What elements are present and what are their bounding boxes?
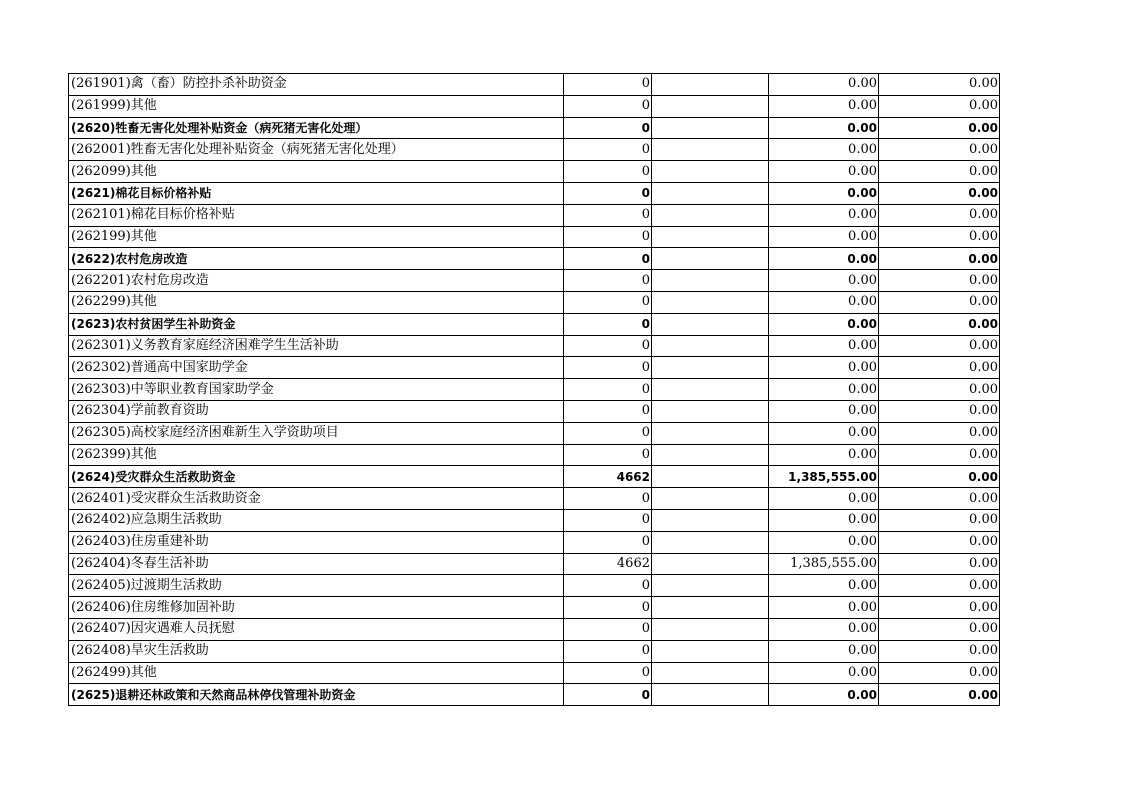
table-row[interactable] <box>69 248 1000 270</box>
item-name-cell[interactable]: (262406)住房维修加固补助 <box>69 597 564 619</box>
other-amount-cell[interactable]: 0.00 <box>879 161 1000 183</box>
count-cell[interactable]: 0 <box>564 444 652 466</box>
item-name-cell[interactable]: (261901)禽（畜）防控扑杀补助资金 <box>69 74 564 96</box>
amount-cell[interactable]: 0.00 <box>769 95 879 117</box>
other-amount-cell[interactable]: 0.00 <box>879 597 1000 619</box>
item-name-cell[interactable]: (261999)其他 <box>69 95 564 117</box>
amount-cell[interactable]: 0.00 <box>769 226 879 248</box>
amount-cell[interactable]: 0.00 <box>769 74 879 96</box>
table-row[interactable] <box>69 597 1000 619</box>
table-row[interactable] <box>69 400 1000 422</box>
other-amount-cell[interactable]: 0.00 <box>879 74 1000 96</box>
other-amount-cell[interactable]: 0.00 <box>879 444 1000 466</box>
amount-cell[interactable]: 0.00 <box>769 488 879 510</box>
amount-cell[interactable]: 0.00 <box>769 662 879 684</box>
item-name-cell[interactable]: (262201)农村危房改造 <box>69 270 564 292</box>
subsidy-table <box>68 73 1000 706</box>
count-cell[interactable]: 0 <box>564 291 652 313</box>
amount-cell[interactable]: 0.00 <box>769 575 879 597</box>
count-cell[interactable]: 0 <box>564 357 652 379</box>
empty-cell[interactable] <box>652 204 769 226</box>
other-amount-cell[interactable]: 0.00 <box>879 204 1000 226</box>
count-cell[interactable]: 0 <box>564 400 652 422</box>
count-cell[interactable]: 0 <box>564 74 652 96</box>
amount-cell[interactable]: 0.00 <box>769 400 879 422</box>
empty-cell[interactable] <box>652 182 769 204</box>
amount-cell[interactable]: 1,385,555.00 <box>769 553 879 575</box>
count-cell[interactable]: 0 <box>564 662 652 684</box>
empty-cell[interactable] <box>652 161 769 183</box>
amount-cell[interactable]: 0.00 <box>769 444 879 466</box>
empty-cell[interactable] <box>652 531 769 553</box>
other-amount-cell[interactable]: 0.00 <box>879 270 1000 292</box>
table-body <box>69 74 1000 706</box>
table-row[interactable] <box>69 509 1000 531</box>
empty-cell[interactable] <box>652 139 769 161</box>
count-cell[interactable]: 0 <box>564 509 652 531</box>
count-cell[interactable]: 0 <box>564 618 652 640</box>
count-cell[interactable]: 0 <box>564 531 652 553</box>
table-row[interactable] <box>69 161 1000 183</box>
count-cell[interactable]: 0 <box>564 117 652 139</box>
table-row[interactable] <box>69 422 1000 444</box>
empty-cell[interactable] <box>652 553 769 575</box>
table-row[interactable] <box>69 553 1000 575</box>
item-name-cell[interactable]: (2623)农村贫困学生补助资金 <box>69 313 564 335</box>
empty-cell[interactable] <box>652 400 769 422</box>
count-cell[interactable]: 0 <box>564 161 652 183</box>
table-row[interactable] <box>69 466 1000 488</box>
amount-cell[interactable]: 0.00 <box>769 161 879 183</box>
empty-cell[interactable] <box>652 597 769 619</box>
amount-cell[interactable]: 0.00 <box>769 618 879 640</box>
empty-cell[interactable] <box>652 270 769 292</box>
table-row[interactable] <box>69 488 1000 510</box>
item-name-cell[interactable]: (262099)其他 <box>69 161 564 183</box>
other-amount-cell[interactable]: 0.00 <box>879 117 1000 139</box>
count-cell[interactable]: 0 <box>564 684 652 706</box>
count-cell[interactable]: 0 <box>564 313 652 335</box>
amount-cell[interactable]: 0.00 <box>769 182 879 204</box>
empty-cell[interactable] <box>652 422 769 444</box>
amount-cell[interactable]: 0.00 <box>769 117 879 139</box>
table-row[interactable] <box>69 117 1000 139</box>
amount-cell[interactable]: 0.00 <box>769 335 879 357</box>
count-cell[interactable]: 0 <box>564 575 652 597</box>
other-amount-cell[interactable]: 0.00 <box>879 182 1000 204</box>
empty-cell[interactable] <box>652 684 769 706</box>
other-amount-cell[interactable]: 0.00 <box>879 313 1000 335</box>
item-name-cell[interactable]: (262199)其他 <box>69 226 564 248</box>
amount-cell[interactable]: 0.00 <box>769 291 879 313</box>
item-name-cell[interactable]: (2625)退耕还林政策和天然商品林停伐管理补助资金 <box>69 684 564 706</box>
table-row[interactable] <box>69 640 1000 662</box>
other-amount-cell[interactable]: 0.00 <box>879 466 1000 488</box>
empty-cell[interactable] <box>652 466 769 488</box>
item-name-cell[interactable]: (262405)过渡期生活救助 <box>69 575 564 597</box>
item-name-cell[interactable]: (262401)受灾群众生活救助资金 <box>69 488 564 510</box>
empty-cell[interactable] <box>652 335 769 357</box>
table-row[interactable] <box>69 313 1000 335</box>
empty-cell[interactable] <box>652 95 769 117</box>
item-name-cell[interactable]: (262302)普通高中国家助学金 <box>69 357 564 379</box>
table-row[interactable] <box>69 335 1000 357</box>
count-cell[interactable]: 0 <box>564 379 652 401</box>
table-row[interactable] <box>69 357 1000 379</box>
amount-cell[interactable]: 0.00 <box>769 509 879 531</box>
empty-cell[interactable] <box>652 488 769 510</box>
other-amount-cell[interactable]: 0.00 <box>879 575 1000 597</box>
item-name-cell[interactable]: (2622)农村危房改造 <box>69 248 564 270</box>
other-amount-cell[interactable]: 0.00 <box>879 335 1000 357</box>
item-name-cell[interactable]: (262305)高校家庭经济困难新生入学资助项目 <box>69 422 564 444</box>
amount-cell[interactable]: 0.00 <box>769 422 879 444</box>
item-name-cell[interactable]: (262299)其他 <box>69 291 564 313</box>
count-cell[interactable]: 0 <box>564 248 652 270</box>
item-name-cell[interactable]: (262408)旱灾生活救助 <box>69 640 564 662</box>
amount-cell[interactable]: 0.00 <box>769 640 879 662</box>
empty-cell[interactable] <box>652 74 769 96</box>
table-row[interactable] <box>69 575 1000 597</box>
amount-cell[interactable]: 1,385,555.00 <box>769 466 879 488</box>
other-amount-cell[interactable]: 0.00 <box>879 618 1000 640</box>
count-cell[interactable]: 0 <box>564 640 652 662</box>
empty-cell[interactable] <box>652 575 769 597</box>
amount-cell[interactable]: 0.00 <box>769 204 879 226</box>
count-cell[interactable]: 0 <box>564 335 652 357</box>
table-row[interactable] <box>69 74 1000 96</box>
item-name-cell[interactable]: (2624)受灾群众生活救助资金 <box>69 466 564 488</box>
item-name-cell[interactable]: (262407)因灾遇难人员抚慰 <box>69 618 564 640</box>
item-name-cell[interactable]: (262404)冬春生活补助 <box>69 553 564 575</box>
item-name-cell[interactable]: (262399)其他 <box>69 444 564 466</box>
item-name-cell[interactable]: (262303)中等职业教育国家助学金 <box>69 379 564 401</box>
empty-cell[interactable] <box>652 248 769 270</box>
amount-cell[interactable]: 0.00 <box>769 597 879 619</box>
empty-cell[interactable] <box>652 640 769 662</box>
table-row[interactable] <box>69 444 1000 466</box>
count-cell[interactable]: 0 <box>564 488 652 510</box>
table-row[interactable] <box>69 95 1000 117</box>
item-name-cell[interactable]: (2621)棉花目标价格补贴 <box>69 182 564 204</box>
empty-cell[interactable] <box>652 117 769 139</box>
other-amount-cell[interactable]: 0.00 <box>879 684 1000 706</box>
other-amount-cell[interactable]: 0.00 <box>879 422 1000 444</box>
item-name-cell[interactable]: (262001)牲畜无害化处理补贴资金（病死猪无害化处理） <box>69 139 564 161</box>
other-amount-cell[interactable]: 0.00 <box>879 488 1000 510</box>
other-amount-cell[interactable]: 0.00 <box>879 400 1000 422</box>
item-name-cell[interactable]: (262101)棉花目标价格补贴 <box>69 204 564 226</box>
table-row[interactable] <box>69 618 1000 640</box>
table-row[interactable] <box>69 291 1000 313</box>
amount-cell[interactable]: 0.00 <box>769 379 879 401</box>
count-cell[interactable]: 0 <box>564 182 652 204</box>
empty-cell[interactable] <box>652 226 769 248</box>
amount-cell[interactable]: 0.00 <box>769 248 879 270</box>
empty-cell[interactable] <box>652 291 769 313</box>
item-name-cell[interactable]: (262304)学前教育资助 <box>69 400 564 422</box>
count-cell[interactable]: 0 <box>564 226 652 248</box>
other-amount-cell[interactable]: 0.00 <box>879 553 1000 575</box>
amount-cell[interactable]: 0.00 <box>769 270 879 292</box>
count-cell[interactable]: 0 <box>564 422 652 444</box>
item-name-cell[interactable]: (262403)住房重建补助 <box>69 531 564 553</box>
other-amount-cell[interactable]: 0.00 <box>879 357 1000 379</box>
table-row[interactable] <box>69 182 1000 204</box>
count-cell[interactable]: 4662 <box>564 553 652 575</box>
table-row[interactable] <box>69 531 1000 553</box>
other-amount-cell[interactable]: 0.00 <box>879 640 1000 662</box>
count-cell[interactable]: 0 <box>564 204 652 226</box>
empty-cell[interactable] <box>652 357 769 379</box>
empty-cell[interactable] <box>652 379 769 401</box>
count-cell[interactable]: 4662 <box>564 466 652 488</box>
item-name-cell[interactable]: (2620)牲畜无害化处理补贴资金（病死猪无害化处理） <box>69 117 564 139</box>
other-amount-cell[interactable]: 0.00 <box>879 95 1000 117</box>
item-name-cell[interactable]: (262402)应急期生活救助 <box>69 509 564 531</box>
empty-cell[interactable] <box>652 618 769 640</box>
other-amount-cell[interactable]: 0.00 <box>879 226 1000 248</box>
table-row[interactable] <box>69 204 1000 226</box>
count-cell[interactable]: 0 <box>564 139 652 161</box>
other-amount-cell[interactable]: 0.00 <box>879 139 1000 161</box>
amount-cell[interactable]: 0.00 <box>769 531 879 553</box>
empty-cell[interactable] <box>652 662 769 684</box>
amount-cell[interactable]: 0.00 <box>769 684 879 706</box>
table-row[interactable] <box>69 662 1000 684</box>
empty-cell[interactable] <box>652 509 769 531</box>
other-amount-cell[interactable]: 0.00 <box>879 379 1000 401</box>
table-row[interactable] <box>69 379 1000 401</box>
count-cell[interactable]: 0 <box>564 597 652 619</box>
amount-cell[interactable]: 0.00 <box>769 357 879 379</box>
empty-cell[interactable] <box>652 313 769 335</box>
count-cell[interactable]: 0 <box>564 270 652 292</box>
item-name-cell[interactable]: (262499)其他 <box>69 662 564 684</box>
item-name-cell[interactable]: (262301)义务教育家庭经济困难学生生活补助 <box>69 335 564 357</box>
table-row[interactable] <box>69 226 1000 248</box>
other-amount-cell[interactable]: 0.00 <box>879 531 1000 553</box>
amount-cell[interactable]: 0.00 <box>769 139 879 161</box>
table-row[interactable] <box>69 684 1000 706</box>
count-cell[interactable]: 0 <box>564 95 652 117</box>
table-row[interactable] <box>69 139 1000 161</box>
other-amount-cell[interactable]: 0.00 <box>879 509 1000 531</box>
other-amount-cell[interactable]: 0.00 <box>879 291 1000 313</box>
other-amount-cell[interactable]: 0.00 <box>879 662 1000 684</box>
other-amount-cell[interactable]: 0.00 <box>879 248 1000 270</box>
empty-cell[interactable] <box>652 444 769 466</box>
amount-cell[interactable]: 0.00 <box>769 313 879 335</box>
table-row[interactable] <box>69 270 1000 292</box>
